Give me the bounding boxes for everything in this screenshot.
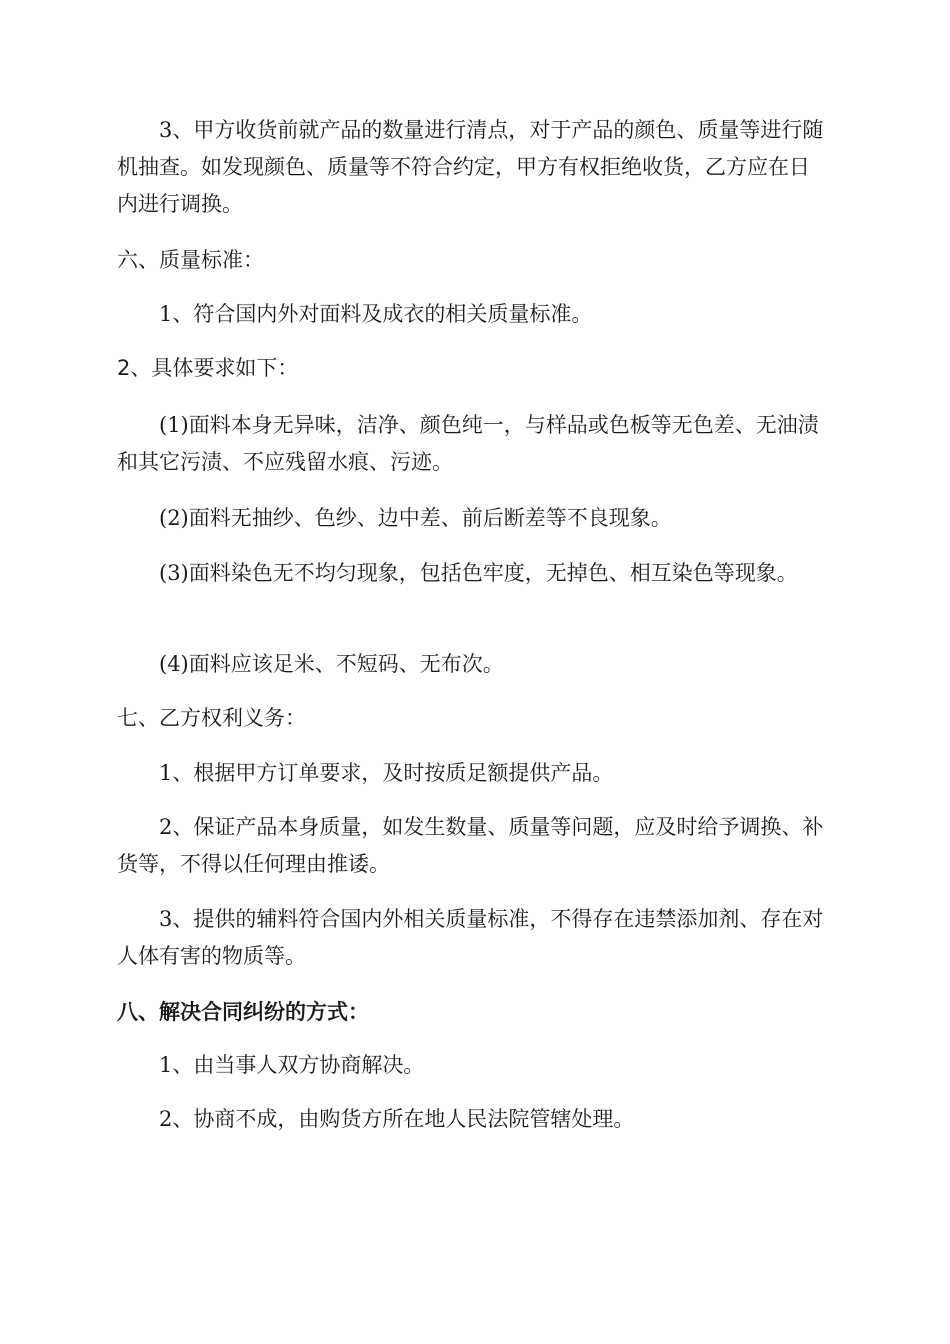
clause-6-1-paragraph: 1、符合国内外对面料及成衣的相关质量标准。 (159, 302, 593, 326)
section-6-heading: 六、质量标准： (117, 248, 264, 272)
requirement-3-paragraph: (3)面料染色无不均匀现象，包括色牢度，无掉色、相互染色等现象。 (159, 561, 798, 585)
requirement-2-paragraph: (2)面料无抽纱、色纱、边中差、前后断差等不良现象。 (159, 506, 672, 530)
section-7-heading: 七、乙方权利义务： (117, 706, 306, 730)
requirement-4-paragraph: (4)面料应该足米、不短码、无布次。 (159, 652, 504, 676)
clause-8-1-paragraph: 1、由当事人双方协商解决。 (159, 1053, 425, 1077)
requirement-1-paragraph: (1)面料本身无异味，洁净、颜色纯一，与样品或色板等无色差、无油渍和其它污渍、不应残留水痕、污迹。 (117, 413, 819, 474)
clause-7-1-paragraph: 1、根据甲方订单要求，及时按质足额提供产品。 (159, 761, 614, 785)
clause-7-2-paragraph: 2、保证产品本身质量，如发生数量、质量等问题，应及时给予调换、补货等，不得以任何理由推诿。 (117, 815, 824, 876)
clause-8-2-paragraph: 2、协商不成，由购货方所在地人民法院管辖处理。 (159, 1107, 635, 1131)
section-8-heading: 八、解决合同纠纷的方式： (117, 1000, 369, 1024)
clause-7-3-paragraph: 3、提供的辅料符合国内外相关质量标准，不得存在违禁添加剂、存在对人体有害的物质等。 (117, 907, 824, 968)
clause-6-2-paragraph: 2、具体要求如下： (117, 356, 299, 380)
clause-5-3-paragraph: 3、甲方收货前就产品的数量进行清点，对于产品的颜色、质量等进行随机抽查。如发现颜色、质量等不符合约定，甲方有权拒绝收货，乙方应在日内进行调换。 (117, 118, 824, 216)
